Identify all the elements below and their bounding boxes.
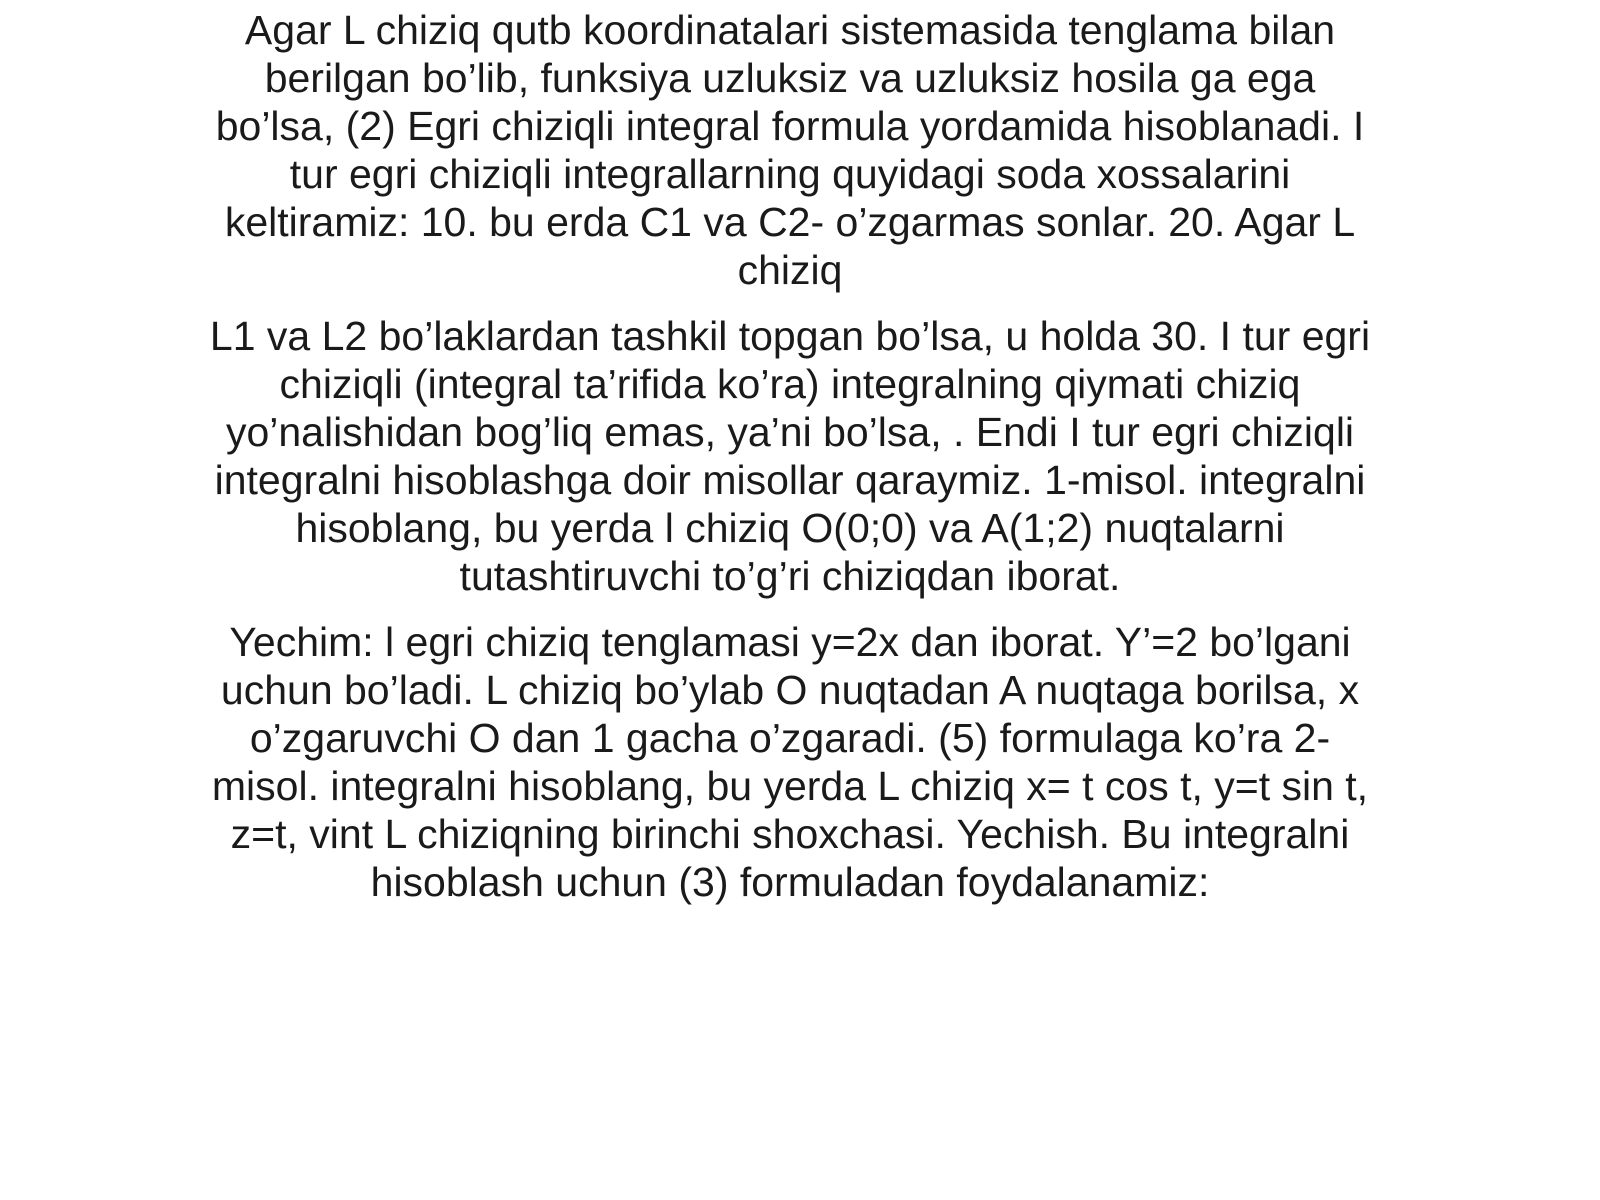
paragraph-solution: Yechim: l egri chiziq tenglamasi y=2x dan iborat. Y’=2 bo’lgani uchun bo’ladi. L chiziq bo’ylab O nuqtadan A nuqtaga borilsa, x o’zgaruvchi O dan 1 gacha o’zgaradi. (5) formulaga ko’ra 2- misol. integralni hisoblang, bu yerda L chiziq x= t cos t, y=t sin t, z=t, vint L chiziqning birinchi shoxchasi. Yechish. Bu integralni hisoblash uchun (3) formuladan foydalanamiz: (211, 619, 1369, 905)
paragraph-properties-example: L1 va L2 bo’laklardan tashkil topgan bo’lsa, u holda 30. I tur egri chiziqli (integral ta’rifida ko’ra) integralning qiymati chiziq yo’nalishidan bog’liq emas, ya’ni bo’lsa, . Endi I tur egri chiziqli integralni hisoblashga doir misollar qaraymiz. 1-misol. integralni hisoblang, bu yerda l chiziq O(0;0) va A(1;2) nuqtalarni tutashtiruvchi to’g’ri chiziqdan iborat. (209, 313, 1371, 599)
paragraph-polar-definition: Agar L chiziq qutb koordinatalari sistemasida tenglama bilan berilgan bo’lib, funksiya uzluksiz va uzluksiz hosila ga ega bo’lsa, (2) Egri chiziqli integral formula yordamida hisoblanadi. I tur egri chiziqli integrallarning quyidagi soda xossalarini keltiramiz: 10. bu erda C1 va C2- o’zgarmas sonlar. 20. Agar L chiziq (215, 7, 1365, 293)
slide-text-body (205, 6, 1375, 924)
